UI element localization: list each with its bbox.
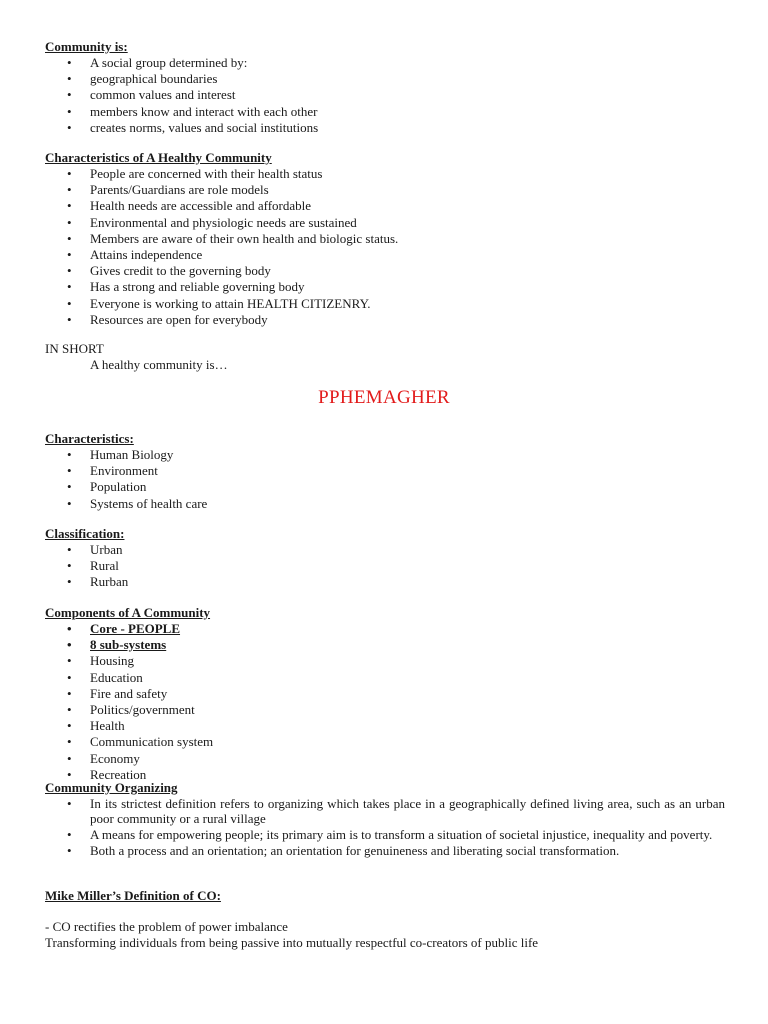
acronym-title: PPHEMAGHER	[318, 387, 450, 408]
list-item: • Systems of health care	[45, 496, 725, 512]
list-item: • Human Biology	[45, 447, 725, 463]
miller-line-1: - CO rectifies the problem of power imbalance	[45, 919, 288, 934]
miller-section	[45, 888, 725, 904]
components-heading: Components of A Community	[45, 605, 211, 620]
list-item: • Health	[45, 718, 725, 734]
list-item: • In its strictest definition refers to organizing which takes place in a geographically defined living area, such as an urban poor community or a rural village	[45, 796, 725, 826]
classification-list	[45, 542, 725, 591]
list-item: • Everyone is working to attain HEALTH CITIZENRY.	[45, 296, 725, 312]
community-organizing-list	[45, 796, 725, 858]
classification-section	[45, 526, 725, 591]
list-item: • Fire and safety	[45, 686, 725, 702]
list-item: • Gives credit to the governing body	[45, 263, 725, 279]
list-item: • Rural	[45, 558, 725, 574]
list-item: • Parents/Guardians are role models	[45, 182, 725, 198]
list-item: • Recreation	[45, 767, 725, 783]
components-list	[45, 621, 725, 783]
community-organizing-section	[45, 780, 725, 859]
community-is-section	[45, 39, 725, 136]
list-item: • A social group determined by:	[45, 55, 725, 71]
list-item: • Population	[45, 479, 725, 495]
list-item: • Communication system	[45, 734, 725, 750]
list-item: • Resources are open for everybody	[45, 312, 725, 328]
characteristics-list	[45, 447, 725, 512]
list-item: • Environmental and physiologic needs are sustained	[45, 215, 725, 231]
healthy-community-heading: Characteristics of A Healthy Community	[45, 150, 272, 165]
miller-line-2: Transforming individuals from being passive into mutually respectful co-creators of public life	[45, 935, 539, 950]
miller-heading: Mike Miller’s Definition of CO:	[45, 888, 221, 903]
list-item: • Education	[45, 670, 725, 686]
list-item-core: • Core - PEOPLE	[45, 621, 725, 637]
community-is-list	[45, 55, 725, 136]
list-item-subsystems: • 8 sub-systems	[45, 637, 725, 653]
list-item: • members know and interact with each other	[45, 104, 725, 120]
list-item: • Has a strong and reliable governing body	[45, 279, 725, 295]
list-item: • Rurban	[45, 574, 725, 590]
list-item: • common values and interest	[45, 87, 725, 103]
list-item: • A means for empowering people; its primary aim is to transform a situation of societal injustice, inequality and poverty.	[45, 827, 725, 842]
list-item: • Attains independence	[45, 247, 725, 263]
list-item: • Environment	[45, 463, 725, 479]
list-item: • Urban	[45, 542, 725, 558]
community-organizing-heading: Community Organizing	[45, 780, 178, 795]
classification-heading: Classification:	[45, 526, 125, 541]
list-item: • Both a process and an orientation; an orientation for genuineness and liberating social transformation.	[45, 843, 725, 858]
in-short-section	[45, 341, 725, 373]
list-item: • Health needs are accessible and affordable	[45, 198, 725, 214]
list-item: • People are concerned with their health status	[45, 166, 725, 182]
healthy-community-section	[45, 150, 725, 328]
list-item: • geographical boundaries	[45, 71, 725, 87]
list-item: • Housing	[45, 653, 725, 669]
list-item: • creates norms, values and social institutions	[45, 120, 725, 136]
characteristics-heading: Characteristics:	[45, 431, 134, 446]
characteristics-section	[45, 431, 725, 512]
in-short-text: A healthy community is…	[90, 357, 228, 372]
list-item: • Politics/government	[45, 702, 725, 718]
miller-body	[45, 919, 725, 951]
healthy-community-list	[45, 166, 725, 328]
list-item: • Members are aware of their own health and biologic status.	[45, 231, 725, 247]
list-item: • Economy	[45, 751, 725, 767]
components-section	[45, 605, 725, 783]
in-short-label: IN SHORT	[45, 341, 104, 356]
community-is-heading: Community is:	[45, 39, 128, 54]
